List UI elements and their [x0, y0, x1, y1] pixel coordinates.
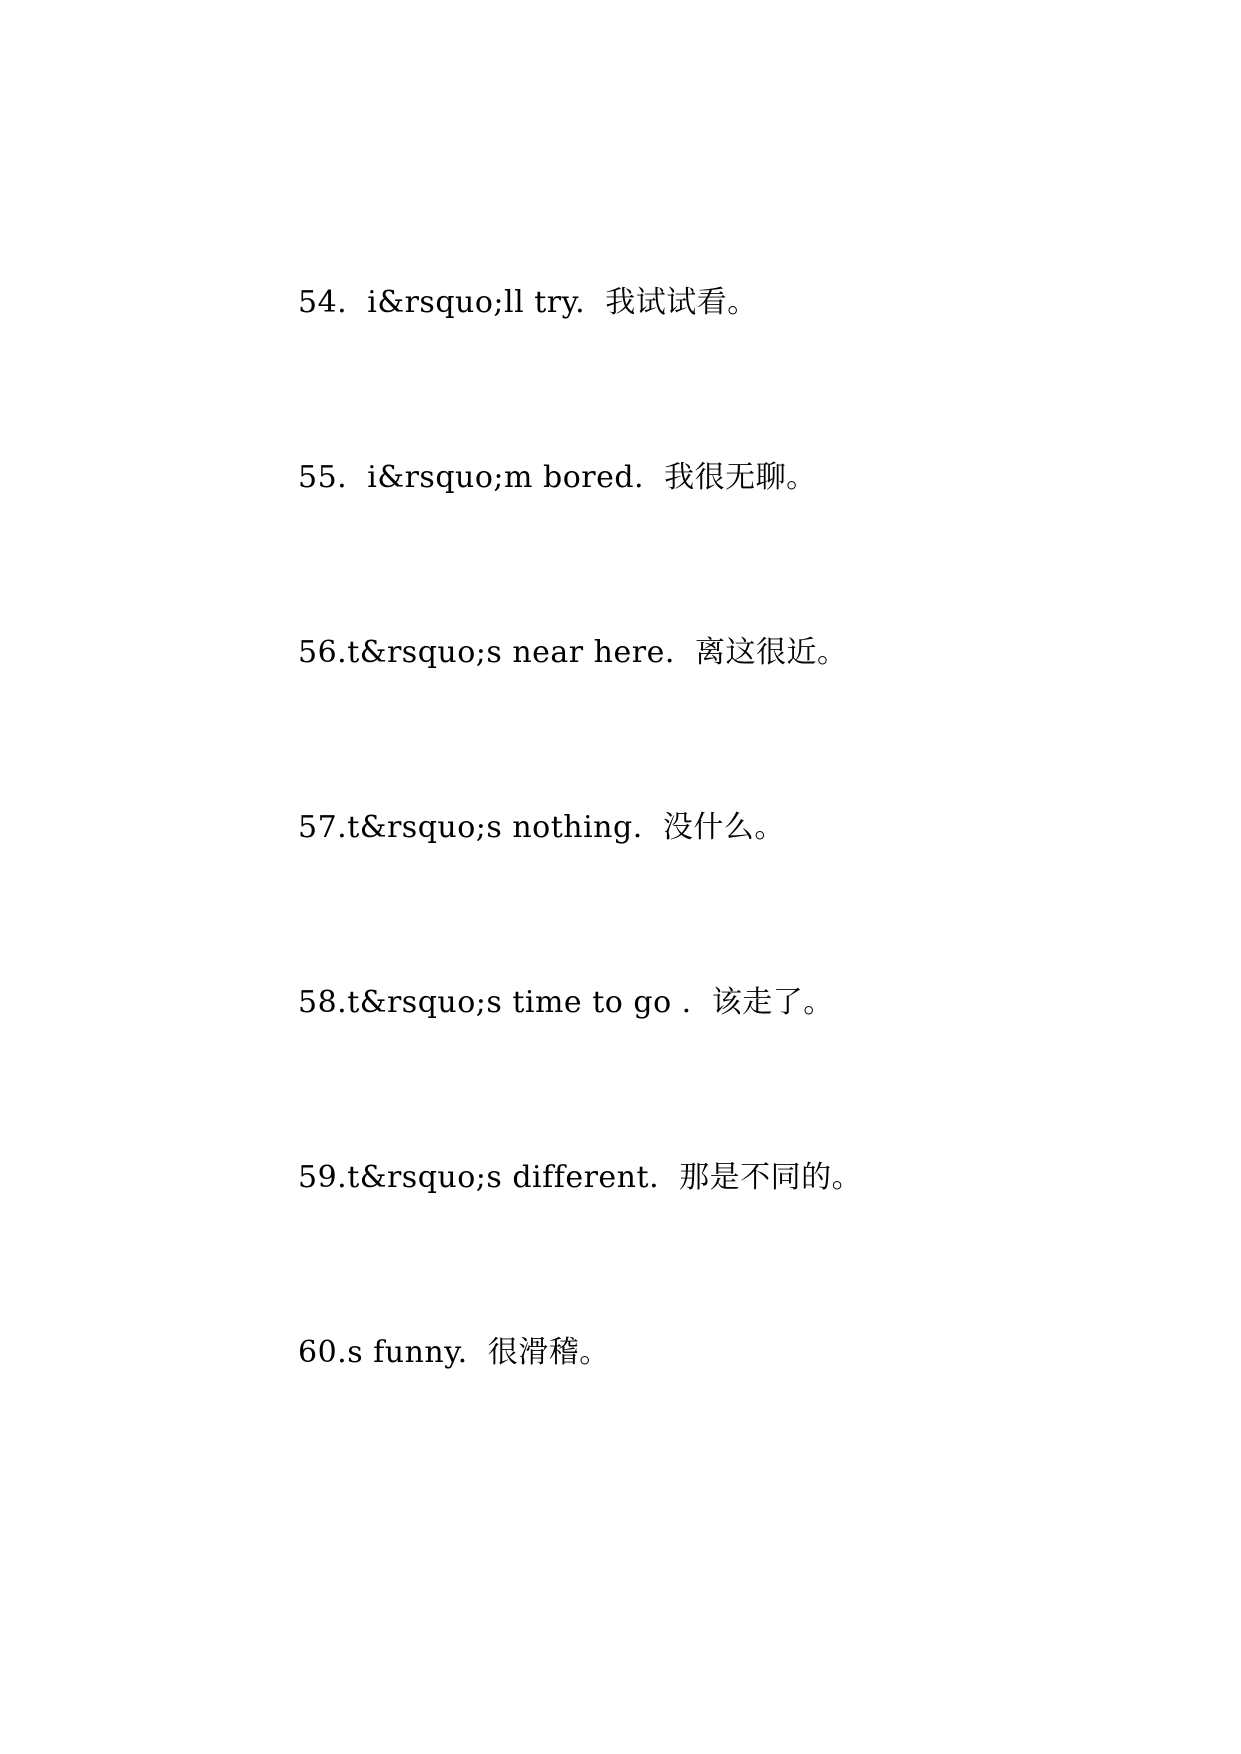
phrase-line-60: 60.s funny. 很滑稽。	[298, 1335, 610, 1370]
phrase-line-57: 57.t&rsquo;s nothing. 没什么。	[298, 810, 785, 845]
phrase-line-59: 59.t&rsquo;s different. 那是不同的。	[298, 1160, 863, 1195]
phrase-line-55: 55. i&rsquo;m bored. 我很无聊。	[298, 460, 817, 495]
phrase-line-54: 54. i&rsquo;ll try. 我试试看。	[298, 285, 758, 320]
phrase-line-56: 56.t&rsquo;s near here. 离这很近。	[298, 635, 848, 670]
phrase-line-58: 58.t&rsquo;s time to go . 该走了。	[298, 985, 834, 1020]
